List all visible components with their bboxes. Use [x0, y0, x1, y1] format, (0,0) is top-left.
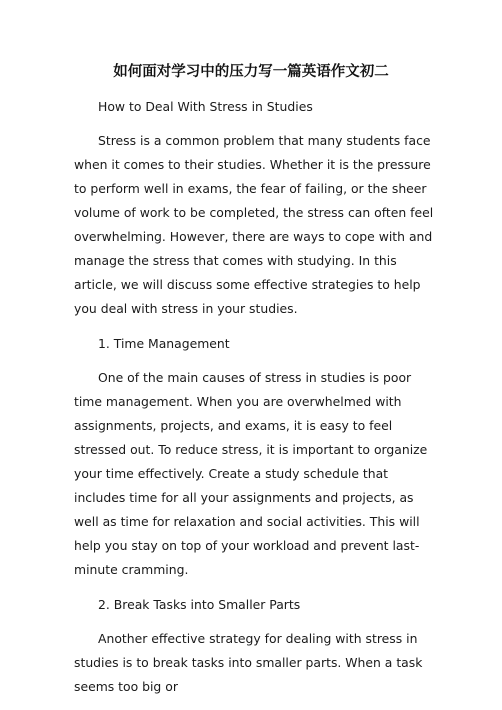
article-subtitle: How to Deal With Stress in Studies: [98, 99, 313, 114]
section-heading-break-tasks: 2. Break Tasks into Smaller Parts: [98, 597, 301, 612]
time-management-paragraph: One of the main causes of stress in studies is poor time management. When you are overwhelmed with assignments, projects, and exams, it is easy to feel stressed out. To reduce stress, it is important to organize your time effectively. Create a study schedule that includes time for all your assignments and projects, as well as time for relaxation and social activities. This will help you stay on top of your workload and prevent last-minute cramming.: [74, 370, 428, 577]
document-body: [74, 95, 434, 710]
break-tasks-paragraph: Another effective strategy for dealing with stress in studies is to break tasks into smaller parts. When a task seems too big or: [74, 631, 423, 694]
document-title: 如何面对学习中的压力写一篇英语作文初二: [113, 64, 389, 80]
section-heading-time-management: 1. Time Management: [98, 336, 230, 351]
intro-paragraph: Stress is a common problem that many students face when it comes to their studies. Whether it is the pressure to perform well in exams, the fear of failing, or the sheer volume of work to be completed, the stress can often feel overwhelming. However, there are ways to cope with and manage the stress that comes with studying. In this article, we will discuss some effective strategies to help you deal with stress in your studies.: [74, 133, 434, 316]
